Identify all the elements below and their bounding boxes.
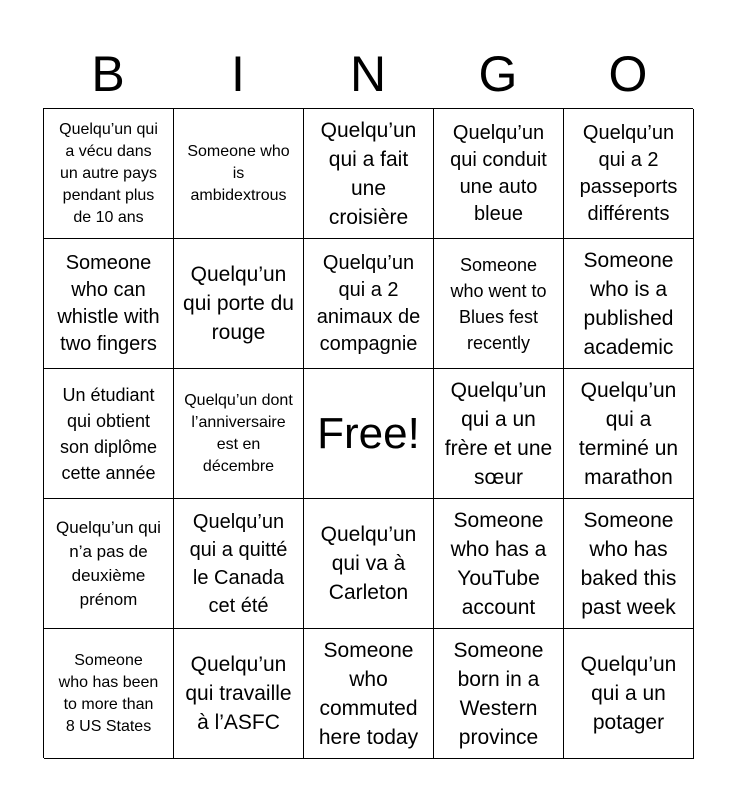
cell-text: Quelqu’un qui n’a pas de deuxième prénom <box>56 517 161 609</box>
cell-text: Someone born in a Western province <box>453 638 544 749</box>
bingo-cell[interactable] <box>564 369 694 499</box>
cell-text: Someone who can whistle with two fingers <box>57 251 160 355</box>
cell-text: Quelqu’un qui va à Carleton <box>320 523 417 604</box>
cell-text: Quelqu’un qui conduit une auto bleue <box>450 121 547 225</box>
bingo-cell[interactable] <box>304 499 434 629</box>
bingo-card-grid <box>43 108 693 758</box>
header-letter-n: N <box>349 46 387 102</box>
cell-text: Un étudiant qui obtient son diplôme cette année <box>59 384 158 483</box>
bingo-cell[interactable] <box>44 239 174 369</box>
bingo-cell[interactable] <box>434 369 564 499</box>
bingo-cell[interactable] <box>44 499 174 629</box>
header-letter-g: G <box>478 46 518 102</box>
cell-text: Someone who went to Blues fest recently <box>450 254 547 353</box>
bingo-cell[interactable] <box>44 629 174 759</box>
bingo-cell[interactable] <box>44 109 174 239</box>
bingo-cell[interactable] <box>434 109 564 239</box>
bingo-cell[interactable] <box>174 629 304 759</box>
bingo-cell[interactable] <box>564 629 694 759</box>
cell-text: Quelqu’un qui a 2 animaux de compagnie <box>316 251 421 355</box>
header-letter-i: I <box>231 46 245 102</box>
bingo-cell[interactable] <box>434 629 564 759</box>
cell-text: Quelqu’un qui a 2 passeports différents <box>579 121 678 225</box>
free-space-cell[interactable] <box>304 369 434 499</box>
bingo-cell[interactable] <box>174 109 304 239</box>
cell-text: Quelqu’un dont l’anniversaire est en décembre <box>184 391 293 475</box>
cell-text: Someone who is a published academic <box>583 248 674 359</box>
header-letter-b: B <box>91 46 125 102</box>
cell-text: Quelqu’un qui a quitté le Canada cet été <box>189 510 288 617</box>
cell-text: Quelqu’un qui a un potager <box>580 653 677 734</box>
bingo-cell[interactable] <box>564 499 694 629</box>
free-space-text: Free! <box>317 408 420 458</box>
cell-text: Someone who has baked this past week <box>580 508 677 619</box>
cell-text: Someone who has a YouTube account <box>450 508 547 619</box>
bingo-cell[interactable] <box>564 239 694 369</box>
cell-text: Quelqu’un qui travaille à l’ASFC <box>185 653 292 734</box>
bingo-cell[interactable] <box>304 629 434 759</box>
cell-text: Quelqu’un qui a vécu dans un autre pays pendant plus de 10 ans <box>59 120 158 226</box>
cell-text: Someone who commuted here today <box>318 638 419 749</box>
bingo-cell[interactable] <box>44 369 174 499</box>
cell-text: Someone who is ambidextrous <box>187 142 290 204</box>
bingo-cell[interactable] <box>174 239 304 369</box>
bingo-cell[interactable] <box>564 109 694 239</box>
cell-text: Someone who has been to more than 8 US States <box>58 651 159 735</box>
bingo-cell[interactable] <box>434 239 564 369</box>
bingo-cell[interactable] <box>304 239 434 369</box>
bingo-cell[interactable] <box>174 369 304 499</box>
cell-text: Quelqu’un qui porte du rouge <box>183 263 294 344</box>
cell-text: Quelqu’un qui a fait une croisière <box>320 118 417 229</box>
header-letter-o: O <box>608 46 648 102</box>
bingo-cell[interactable] <box>174 499 304 629</box>
cell-text: Quelqu’un qui a terminé un marathon <box>578 378 679 489</box>
cell-text: Quelqu’un qui a un frère et une sœur <box>444 378 553 489</box>
bingo-cell[interactable] <box>304 109 434 239</box>
bingo-header <box>43 40 693 108</box>
bingo-cell[interactable] <box>434 499 564 629</box>
